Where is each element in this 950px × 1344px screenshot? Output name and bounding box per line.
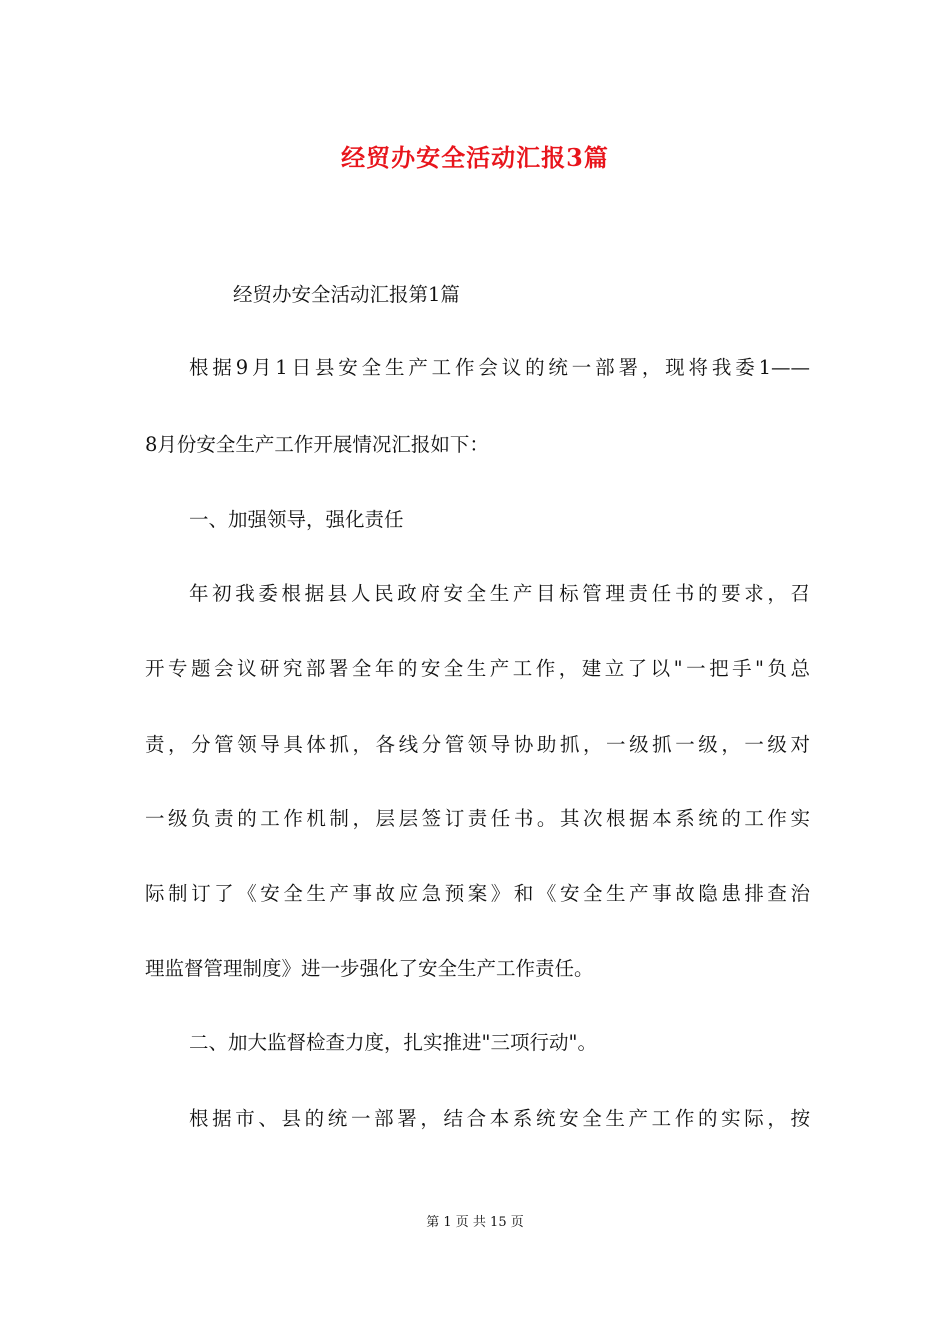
section-heading: 一、加强领导，强化责任 [189,508,404,531]
paragraph-line: 开专题会议研究部署全年的安全生产工作，建立了以"一把手"负总 [145,657,810,680]
section-subtitle: 经贸办安全活动汇报第1篇 [233,283,460,306]
paragraph-line: 年初我委根据县人民政府安全生产目标管理责任书的要求，召 [189,582,810,605]
paragraph-line: 根据市、县的统一部署，结合本系统安全生产工作的实际，按 [189,1107,810,1130]
page-footer: 第 1 页 共 15 页 [426,1215,524,1230]
paragraph-line: 责，分管领导具体抓，各线分管领导协助抓，一级抓一级，一级对 [145,733,810,756]
paragraph-line: 一级负责的工作机制，层层签订责任书。其次根据本系统的工作实 [145,807,810,830]
paragraph-line: 际制订了《安全生产事故应急预案》和《安全生产事故隐患排查治 [145,882,810,905]
paragraph-line: 8月份安全生产工作开展情况汇报如下： [145,433,489,456]
paragraph-line: 根据9月1日县安全生产工作会议的统一部署，现将我委1—— [189,356,810,379]
section-heading: 二、加大监督检查力度，扎实推进"三项行动"。 [189,1031,597,1054]
document-title: 经贸办安全活动汇报3篇 [341,143,609,172]
paragraph-line: 理监督管理制度》进一步强化了安全生产工作责任。 [145,957,594,980]
